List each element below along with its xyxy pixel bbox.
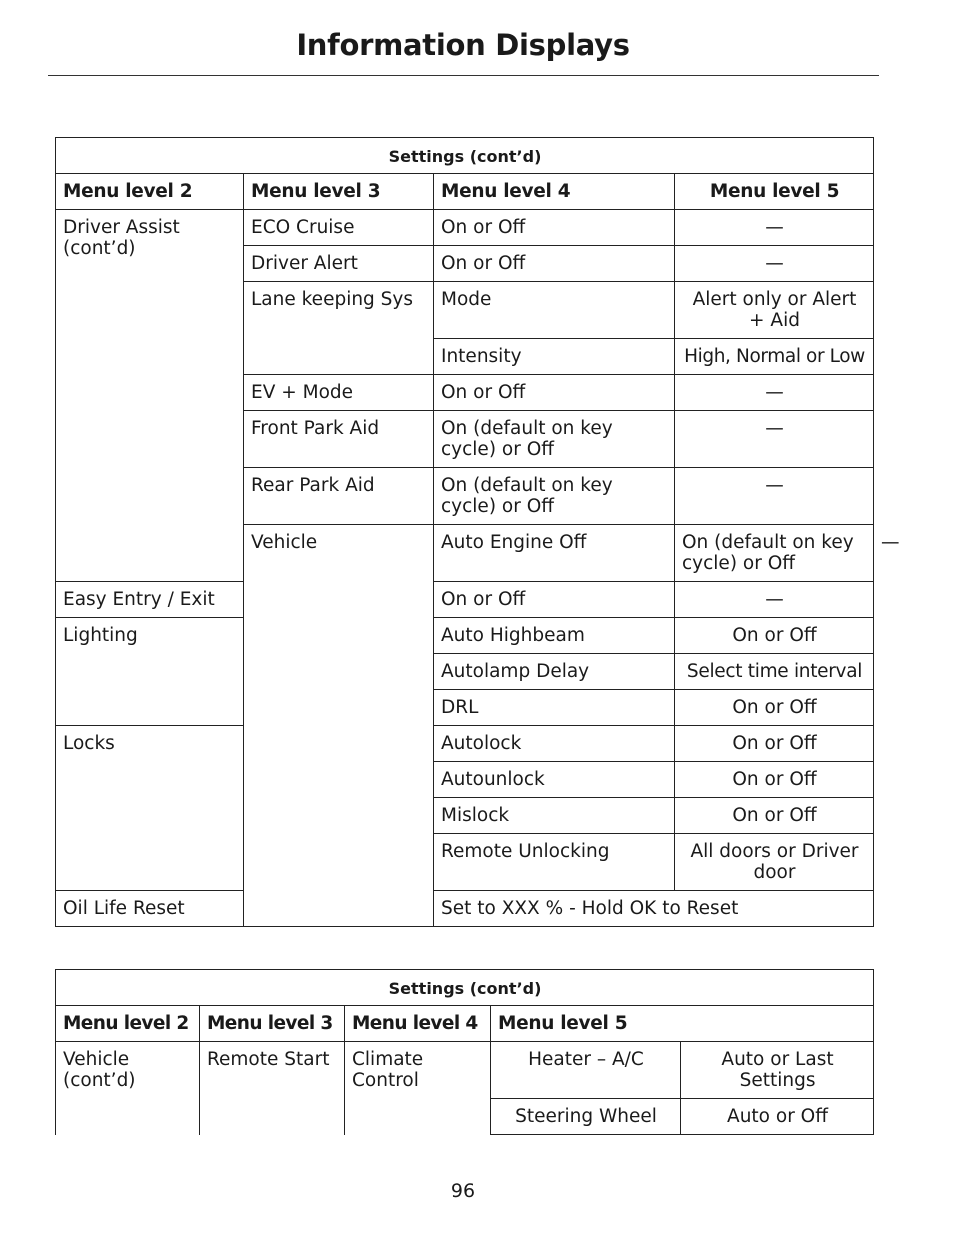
- menu-level-4-cell: Auto Highbeam: [434, 618, 675, 654]
- menu-level-2-vehicle: Vehicle (cont’d): [56, 1042, 200, 1135]
- menu-level-4-cell: Mode: [434, 282, 675, 339]
- menu-level-4-cell: On (default on key cycle) or Off: [675, 525, 874, 582]
- menu-level-3-cell: Driver Alert: [244, 246, 434, 282]
- menu-level-4-cell: Autounlock: [434, 762, 675, 798]
- menu-level-2-driver-assist: Driver Assist (cont’d): [56, 210, 244, 582]
- column-header-menu-level-2: Menu level 2: [56, 174, 244, 210]
- menu-level-3-cell: Locks: [56, 726, 244, 891]
- page-number: 96: [450, 1180, 476, 1202]
- table-row: Vehicle Auto Engine Off On (default on key cycle) or Off —: [56, 525, 874, 582]
- menu-level-4-cell: Remote Unlocking: [434, 834, 675, 891]
- menu-level-3-cell: EV + Mode: [244, 375, 434, 411]
- menu-level-4-cell: Intensity: [434, 339, 675, 375]
- settings-table-2: [55, 969, 874, 1135]
- menu-level-5-cell: All doors or Driver door: [675, 834, 874, 891]
- menu-level-3-cell: Lane keeping Sys: [244, 282, 434, 375]
- menu-level-5-cell: Select time interval: [675, 654, 874, 690]
- column-header-menu-level-5: Menu level 5: [675, 174, 874, 210]
- menu-level-4-cell: Set to XXX % - Hold OK to Reset: [434, 891, 874, 927]
- column-header-menu-level-3: Menu level 3: [244, 174, 434, 210]
- menu-level-5-cell: —: [675, 210, 874, 246]
- menu-level-4-cell: On or Off: [434, 210, 675, 246]
- menu-level-4-cell: On (default on key cycle) or Off: [434, 468, 675, 525]
- menu-level-5-cell: Alert only or Alert + Aid: [675, 282, 874, 339]
- menu-level-3-cell: Oil Life Reset: [56, 891, 244, 927]
- title-divider: [48, 75, 879, 76]
- menu-level-5-cell: On or Off: [675, 762, 874, 798]
- menu-level-4-cell: Climate Control: [345, 1042, 491, 1135]
- menu-level-3-cell: Rear Park Aid: [244, 468, 434, 525]
- menu-level-3-cell: Front Park Aid: [244, 411, 434, 468]
- menu-level-5-cell: High, Normal or Low: [675, 339, 874, 375]
- menu-level-4-cell: Autolamp Delay: [434, 654, 675, 690]
- column-header-menu-level-3: Menu level 3: [200, 1006, 345, 1042]
- menu-level-5-value-cell: Auto or Off: [681, 1099, 874, 1135]
- menu-level-3-cell: Remote Start: [200, 1042, 345, 1135]
- menu-level-5-cell: —: [675, 375, 874, 411]
- table-row: [56, 210, 874, 246]
- menu-level-5-cell: —: [675, 246, 874, 282]
- menu-level-4-cell: DRL: [434, 690, 675, 726]
- menu-level-5-cell: On or Off: [675, 798, 874, 834]
- page-title: Information Displays: [296, 28, 630, 62]
- menu-level-5-cell: On or Off: [675, 618, 874, 654]
- menu-level-3-cell: Lighting: [56, 618, 244, 726]
- table-row: [56, 1042, 874, 1099]
- menu-level-5-cell: Steering Wheel: [491, 1099, 681, 1135]
- table-row: [56, 726, 874, 762]
- menu-level-4-cell: On or Off: [434, 375, 675, 411]
- column-header-menu-level-4: Menu level 4: [345, 1006, 491, 1042]
- table-row: [56, 618, 874, 654]
- menu-level-5-cell: On or Off: [675, 690, 874, 726]
- column-header-menu-level-2: Menu level 2: [56, 1006, 200, 1042]
- table-row: [56, 582, 874, 618]
- menu-level-4-cell: On or Off: [434, 582, 675, 618]
- menu-level-4-cell: On or Off: [434, 246, 675, 282]
- table-row: [56, 891, 874, 927]
- menu-level-2-vehicle: Vehicle: [244, 525, 434, 927]
- menu-level-4-cell: Mislock: [434, 798, 675, 834]
- settings-table-1: [55, 137, 900, 927]
- menu-level-5-value-cell: Auto or Last Settings: [681, 1042, 874, 1099]
- menu-level-5-cell: —: [675, 582, 874, 618]
- column-header-menu-level-4: Menu level 4: [434, 174, 675, 210]
- menu-level-5-cell: —: [675, 468, 874, 525]
- menu-level-5-cell: On or Off: [675, 726, 874, 762]
- menu-level-4-cell: Autolock: [434, 726, 675, 762]
- table-caption: Settings (cont’d): [56, 970, 874, 1006]
- table-caption: Settings (cont’d): [56, 138, 874, 174]
- column-header-menu-level-5: Menu level 5: [491, 1006, 874, 1042]
- menu-level-3-cell: ECO Cruise: [244, 210, 434, 246]
- menu-level-4-cell: On (default on key cycle) or Off: [434, 411, 675, 468]
- menu-level-3-cell: Easy Entry / Exit: [56, 582, 244, 618]
- menu-level-3-cell: Auto Engine Off: [434, 525, 675, 582]
- menu-level-5-cell: —: [675, 411, 874, 468]
- menu-level-5-cell: Heater – A/C: [491, 1042, 681, 1099]
